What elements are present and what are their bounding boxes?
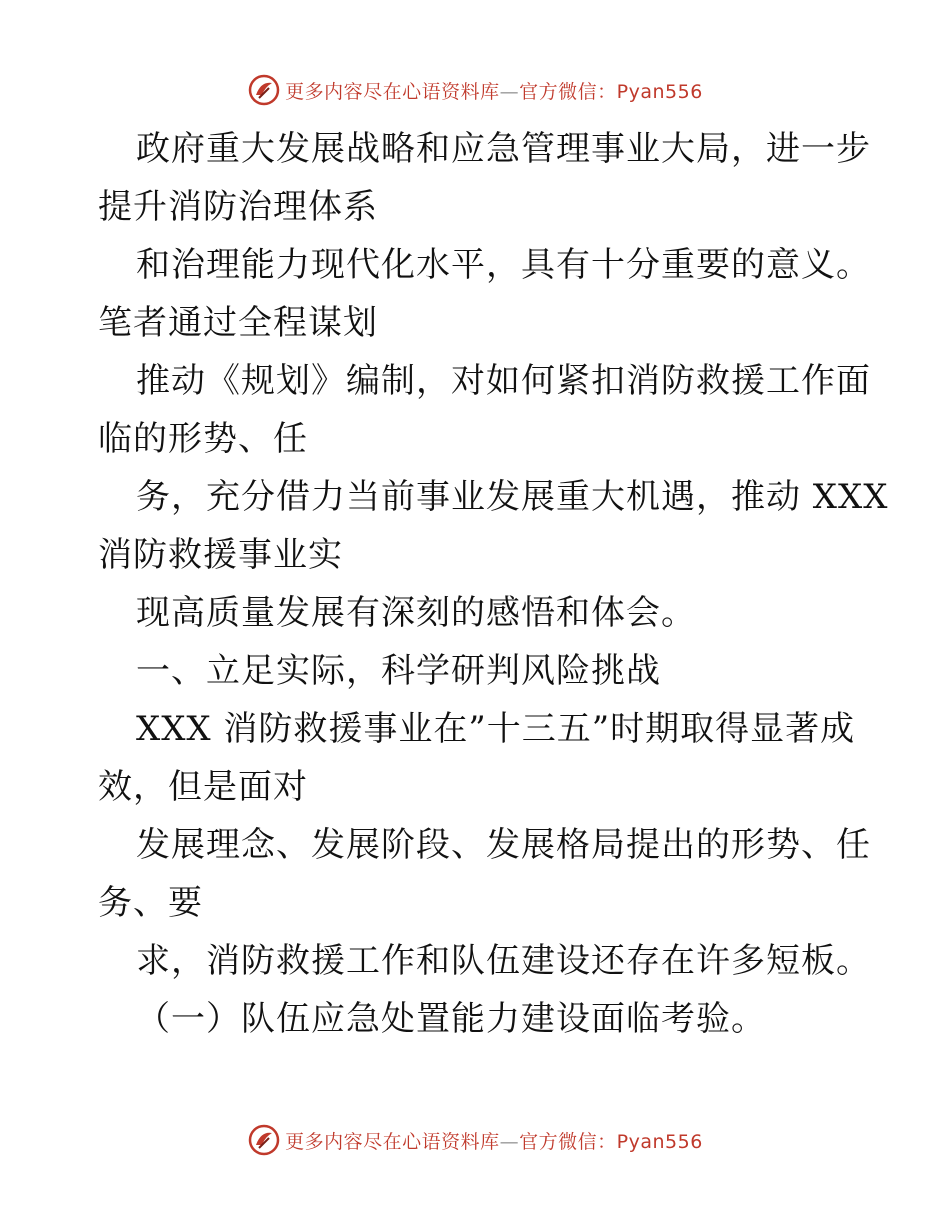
text-line: 效，但是面对 xyxy=(98,767,308,807)
document-body xyxy=(98,120,889,1048)
text-line: （一）队伍应急处置能力建设面临考验。 xyxy=(136,999,766,1039)
text-line: 提升消防治理体系 xyxy=(98,187,378,227)
watermark-text xyxy=(285,77,703,104)
watermark-wechat: 官方微信：Pyan556 xyxy=(519,80,703,103)
watermark-main: 更多内容尽在心语资料库 xyxy=(285,80,500,103)
text-line: 临的形势、任 xyxy=(98,419,308,459)
header-watermark xyxy=(0,70,950,110)
text-line: 务、要 xyxy=(98,883,203,923)
text-line: 现高质量发展有深刻的感悟和体会。 xyxy=(136,593,696,633)
text-line: 笔者通过全程谋划 xyxy=(98,303,378,343)
text-line: 推动《规划》编制，对如何紧扣消防救援工作面 xyxy=(136,361,871,401)
text-line: 一、立足实际，科学研判风险挑战 xyxy=(136,651,661,691)
watermark-dash: — xyxy=(499,80,520,103)
watermark-main: 更多内容尽在心语资料库 xyxy=(285,1130,500,1153)
text-line: 和治理能力现代化水平，具有十分重要的意义。 xyxy=(136,245,871,285)
watermark-wechat: 官方微信：Pyan556 xyxy=(519,1130,703,1153)
text-line: XXX 消防救援事业在”十三五”时期取得显著成 xyxy=(136,709,856,749)
text-line: 求，消防救援工作和队伍建设还存在许多短板。 xyxy=(136,941,871,981)
text-line: 务，充分借力当前事业发展重大机遇，推动 XXX xyxy=(136,477,889,517)
watermark-dash: — xyxy=(499,1130,520,1153)
text-line: 消防救援事业实 xyxy=(98,535,343,575)
text-line: 政府重大发展战略和应急管理事业大局，进一步 xyxy=(136,129,871,169)
text-line: 发展理念、发展阶段、发展格局提出的形势、任 xyxy=(136,825,871,865)
brand-logo-icon xyxy=(247,73,281,107)
watermark-text xyxy=(285,1127,703,1154)
footer-watermark xyxy=(0,1120,950,1160)
brand-logo-icon xyxy=(247,1123,281,1157)
